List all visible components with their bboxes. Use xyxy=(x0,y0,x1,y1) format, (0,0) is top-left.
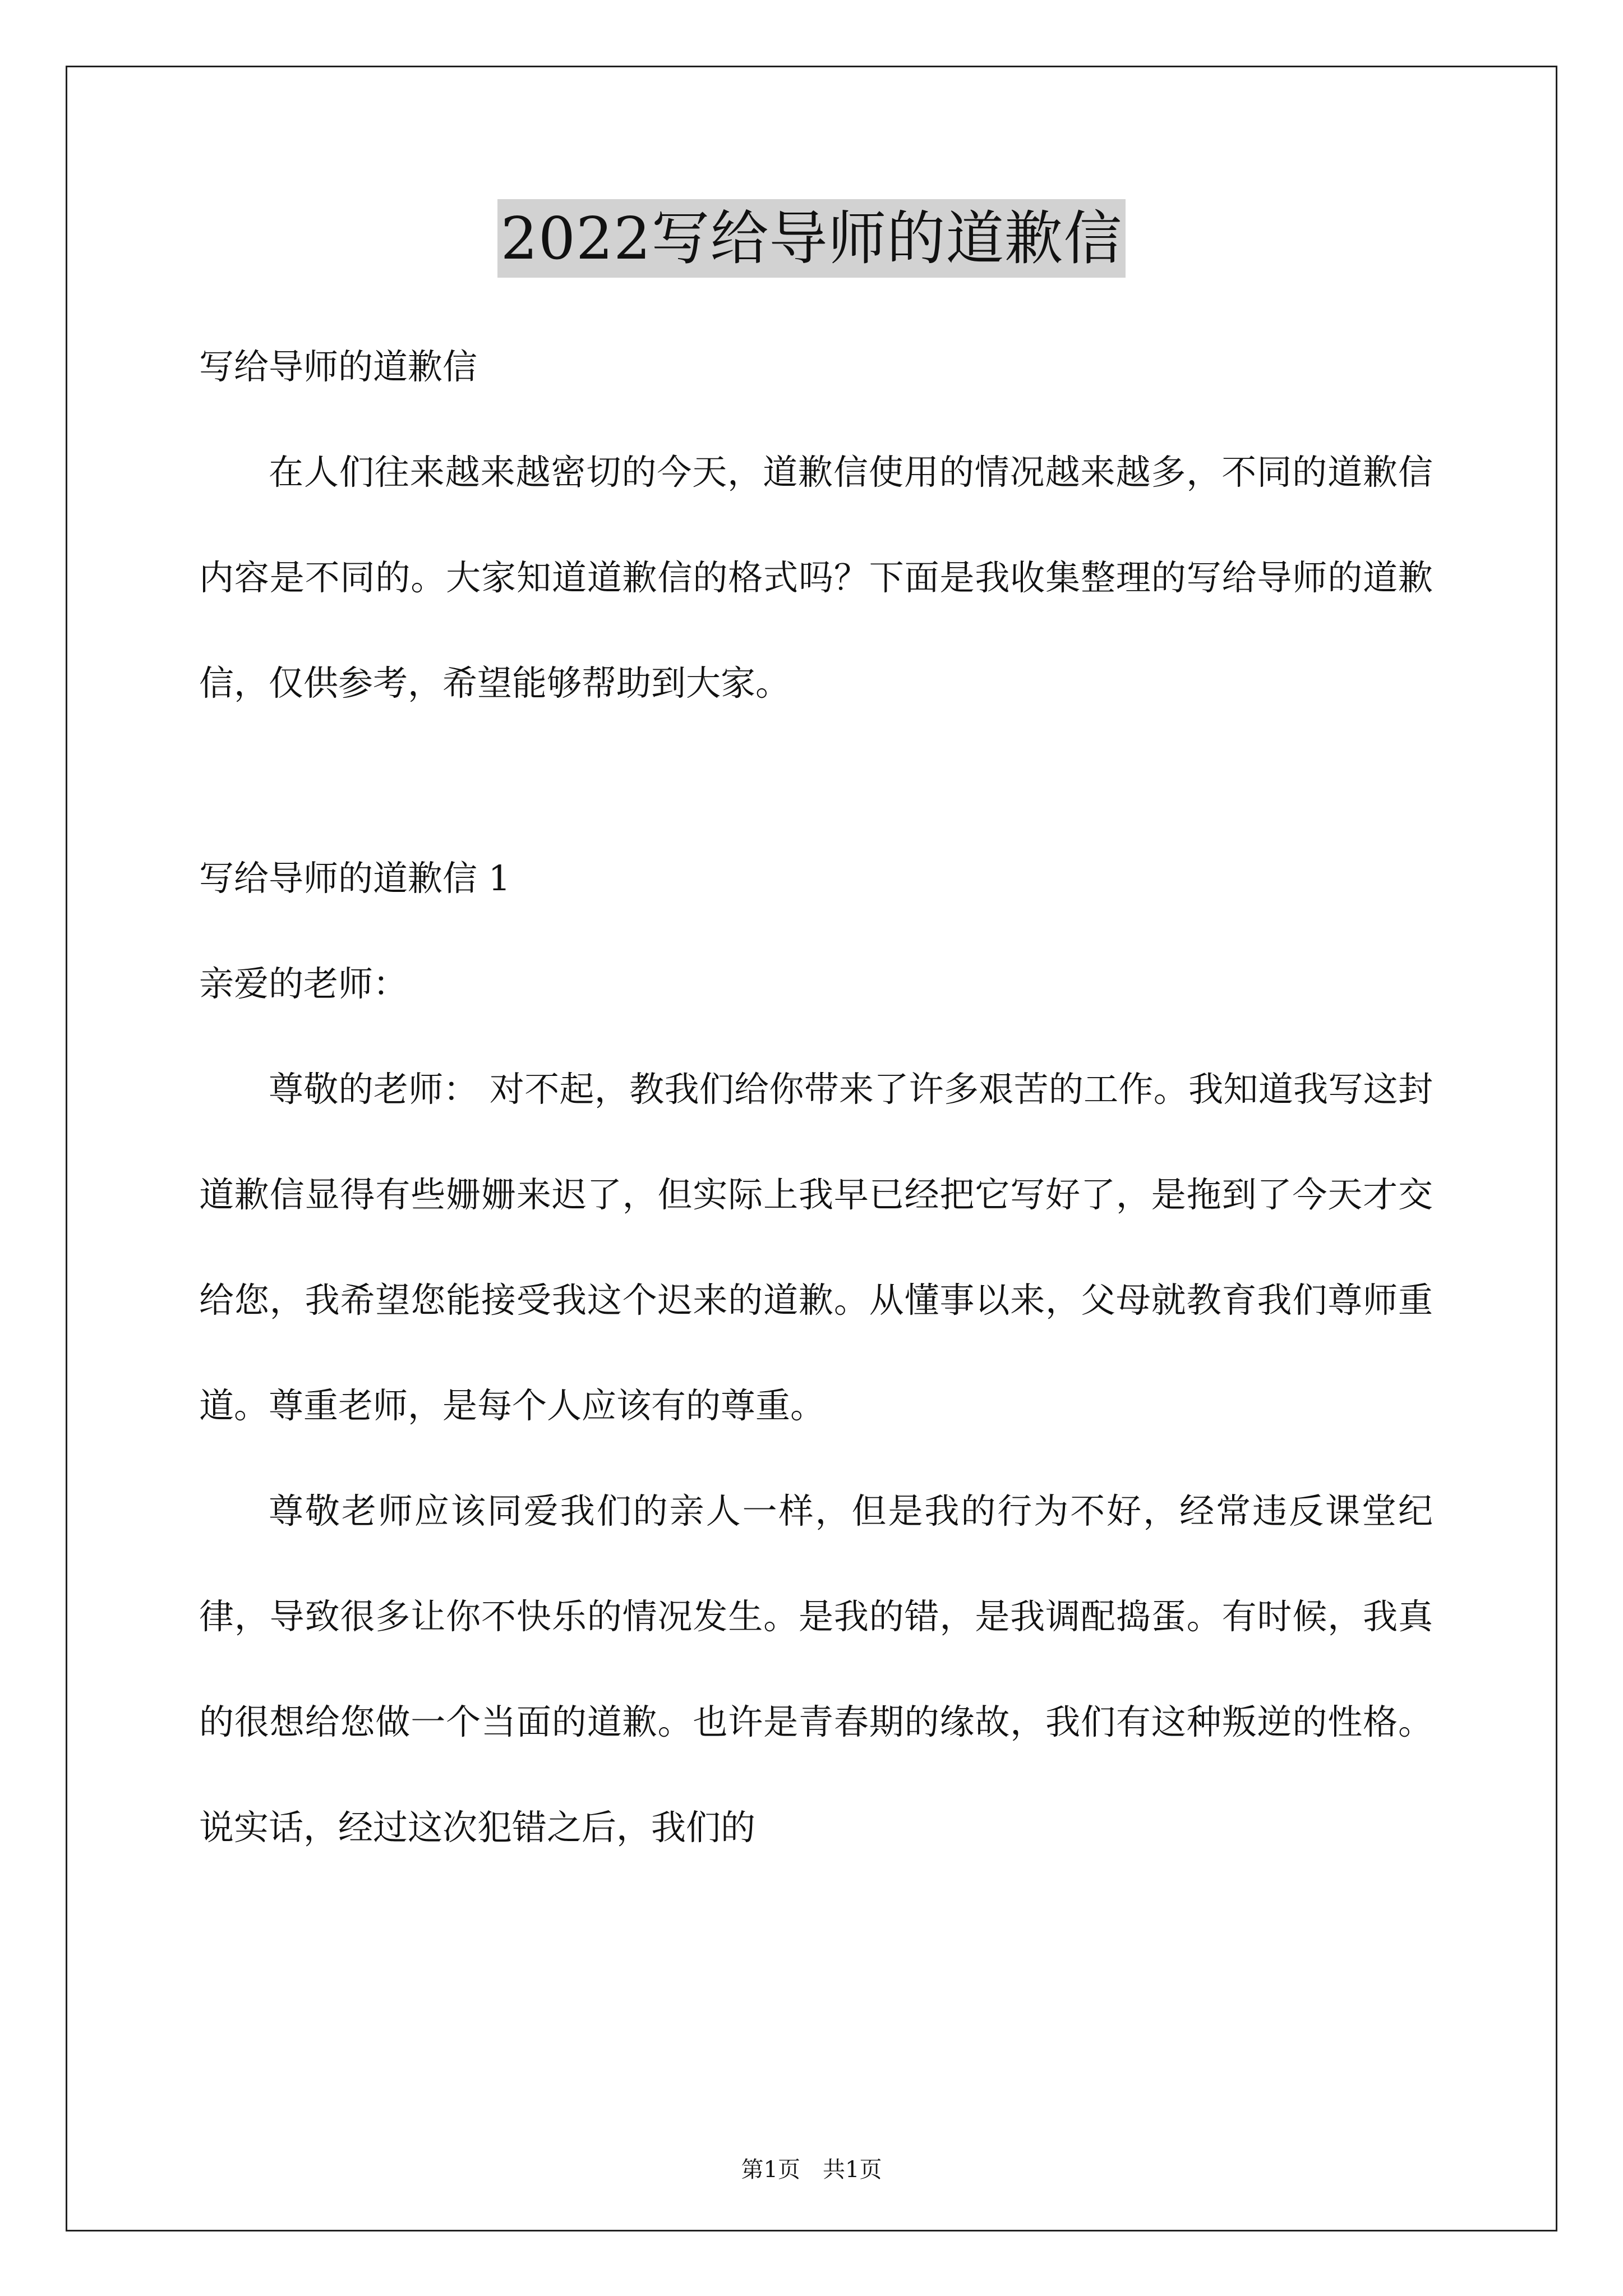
body-paragraph: 尊敬的老师： 对不起，教我们给你带来了许多艰苦的工作。我知道我写这封道歉信显得有些姗姗来迟了，但实际上我早已经把它写好了，是拖到了今天才交给您，我希望您能接受我这个迟来的道歉。从懂事以来，父母就教育我们尊师重道。尊重老师，是每个人应该有的尊重。 xyxy=(199,1069,1433,1426)
body-paragraph: 尊敬老师应该同爱我们的亲人一样，但是我的行为不好，经常违反课堂纪律，导致很多让你不快乐的情况发生。是我的错，是我调配捣蛋。有时候，我真的很想给您做一个当面的道歉。也许是青春期的缘故，我们有这种叛逆的性格。说实话，经过这次犯错之后，我们的 xyxy=(199,1490,1433,1848)
page-footer: 第1页 共1页 xyxy=(741,2157,882,2183)
section-spacer xyxy=(199,736,1433,826)
section-title: 写给导师的道歉信 1 xyxy=(199,858,511,899)
title-container xyxy=(0,199,1623,278)
document-title: 2022写给导师的道歉信 xyxy=(497,199,1126,278)
intro-paragraph: 在人们往来越来越密切的今天，道歉信使用的情况越来越多，不同的道歉信内容是不同的。大家知道道歉信的格式吗？下面是我收集整理的写给导师的道歉信，仅供参考，希望能够帮助到大家。 xyxy=(199,452,1433,703)
document-heading: 写给导师的道歉信 xyxy=(199,346,478,387)
document-body xyxy=(199,314,1433,1880)
salutation: 亲爱的老师： xyxy=(199,963,408,1004)
